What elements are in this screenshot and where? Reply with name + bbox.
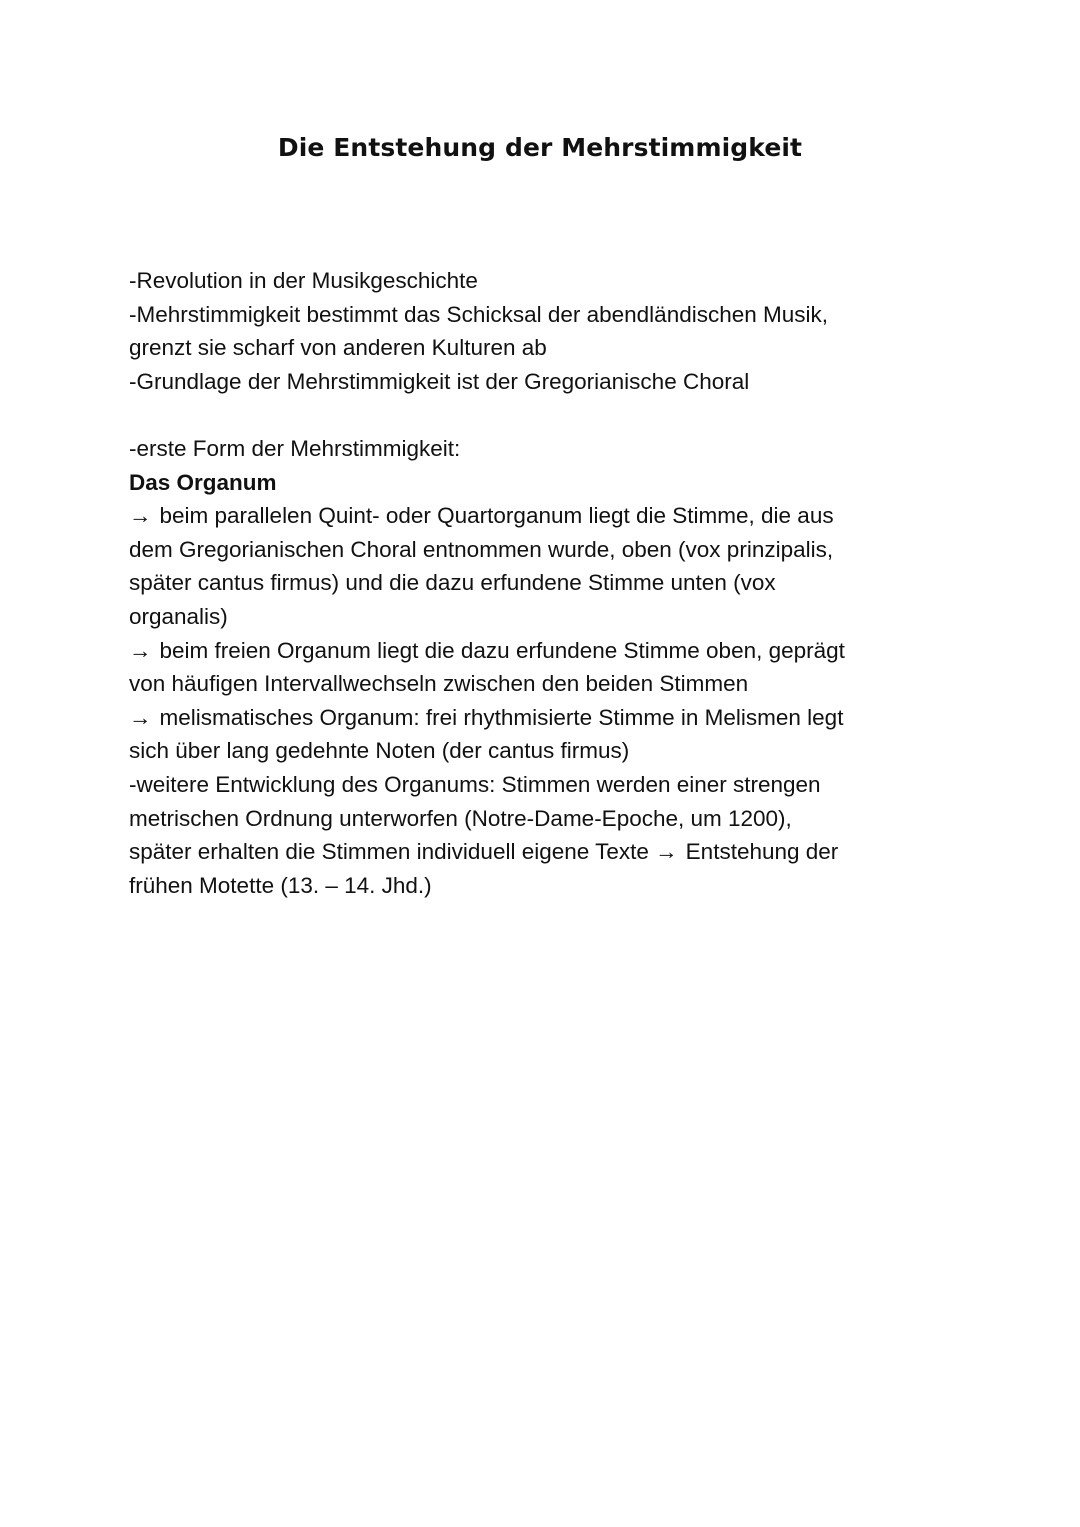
intro-line: -Revolution in der Musikgeschichte [129,268,478,293]
text-line: organalis) [129,603,228,629]
text-run: beim freien Organum liegt die dazu erfundene Stimme oben, geprägt [159,637,845,663]
arrow-right-icon: → [655,839,678,865]
text-run: beim parallelen Quint- oder Quartorganum liegt die Stimme, die aus [159,503,834,529]
organum-point-parallel [129,499,959,533]
text-line: sich über lang gedehnte Noten (der cantus firmus) [129,738,630,764]
intro-line: -Grundlage der Mehrstimmigkeit ist der Gregorianische Choral [129,368,750,394]
organum-point-free [129,634,959,668]
text-line: frühen Motette (13. – 14. Jhd.) [129,872,432,898]
document-body [129,264,959,902]
text-line: metrischen Ordnung unterworfen (Notre-Dame-Epoche, um 1200), [129,805,792,831]
text-line: später cantus firmus) und die dazu erfundene Stimme unten (vox [129,570,776,596]
text-line: -weitere Entwicklung des Organums: Stimmen werden einer strengen [129,771,821,797]
text-run: Entstehung der [685,839,839,865]
first-form-line: -erste Form der Mehrstimmigkeit: [129,435,461,461]
paragraph-spacer [129,398,959,432]
arrow-right-icon: → [129,503,152,529]
text-line: von häufigen Intervallwechseln zwischen den beiden Stimmen [129,671,749,697]
page-title: Die Entstehung der Mehrstimmigkeit [277,133,803,162]
text-line-with-arrow [129,835,959,869]
section-heading: Das Organum [129,469,277,495]
intro-line: -Mehrstimmigkeit bestimmt das Schicksal der abendländischen Musik, [129,301,829,327]
intro-line: grenzt sie scharf von anderen Kulturen ab [129,335,547,361]
text-run: melismatisches Organum: frei rhythmisierte Stimme in Melismen legt [159,704,844,730]
text-line: dem Gregorianischen Choral entnommen wurde, oben (vox prinzipalis, [129,536,834,562]
arrow-right-icon: → [129,704,152,730]
text-run: später erhalten die Stimmen individuell eigene Texte [129,839,649,865]
organum-point-melismatic [129,701,959,735]
arrow-right-icon: → [129,637,152,663]
